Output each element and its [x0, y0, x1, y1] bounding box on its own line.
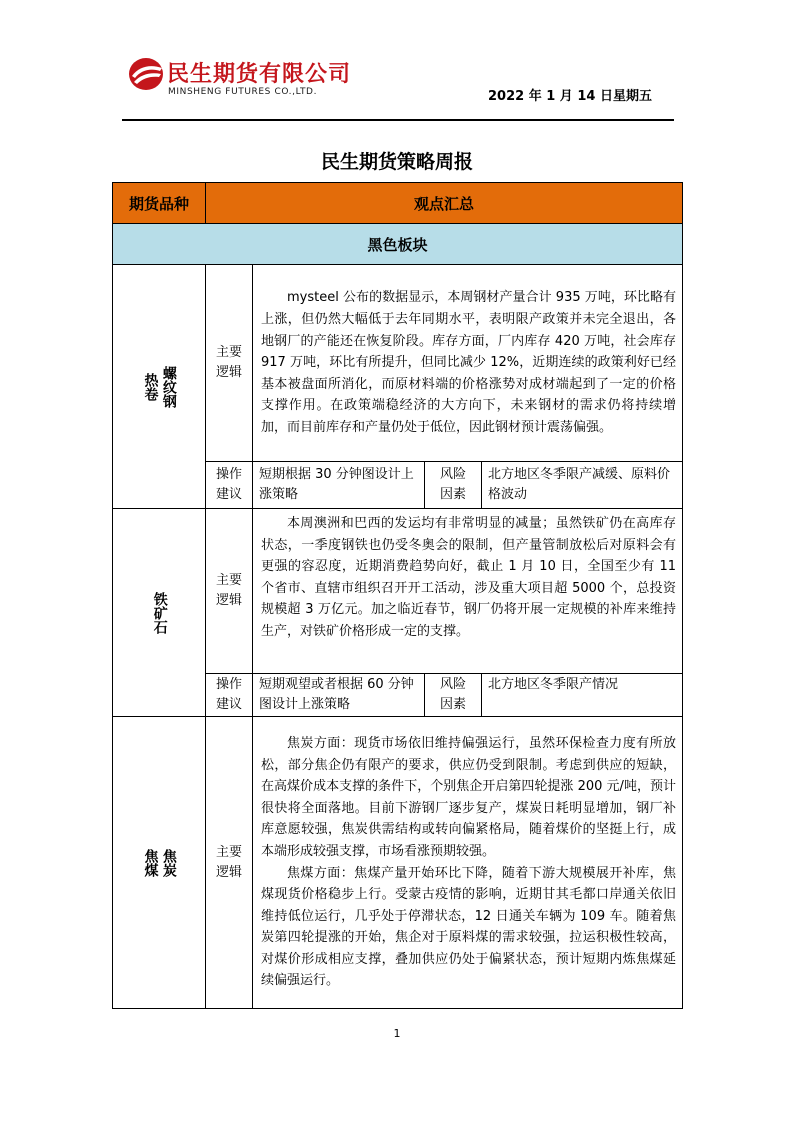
section-title: 黑色板块 — [113, 224, 683, 265]
risk-label: 风险因素 — [425, 674, 482, 717]
risk-label: 风险因素 — [425, 462, 482, 509]
logic-label: 主要逻辑 — [206, 509, 253, 674]
operation-text: 短期观望或者根据 60 分钟图设计上涨策略 — [253, 674, 425, 717]
report-title: 民生期货策略周报 — [320, 151, 473, 173]
table-row — [113, 717, 683, 1009]
variety-label: 热卷 — [142, 372, 159, 401]
column-header-variety: 期货品种 — [113, 183, 206, 224]
table-row — [113, 509, 683, 674]
logic-text: 本周澳洲和巴西的发运均有非常明显的减量；虽然铁矿仍在高库存状态，一季度钢铁也仍受冬奥会的限制，但产量管制放松后对原料会有更强的容忍度，近期消费趋势向好，截止 1 月 10 日，全国至少有 11 个省市、直辖市组织召开开工活动，涉及重大项目超 5000 个，总投资规模超 3 万亿元。加之临近春节，钢厂仍将开展一定规模的补库来维持生产，对铁矿价格形成一定的支撑。 — [253, 509, 683, 674]
variety-cell — [113, 717, 206, 1009]
variety-cell — [113, 265, 206, 509]
variety-label: 焦炭 — [160, 848, 177, 877]
variety-label: 铁矿石 — [151, 591, 168, 634]
operation-label: 操作建议 — [206, 462, 253, 509]
table-header-row — [113, 183, 683, 224]
strategy-table — [112, 182, 683, 1009]
risk-text: 北方地区冬季限产情况 — [482, 674, 683, 717]
variety-label: 焦煤 — [142, 848, 159, 877]
logic-label: 主要逻辑 — [206, 265, 253, 462]
table-row — [113, 265, 683, 462]
minsheng-logo-icon — [127, 56, 165, 92]
logic-text: mysteel 公布的数据显示，本周钢材产量合计 935 万吨，环比略有上涨，但仍然大幅低于去年同期水平，表明限产政策并未完全退出，各地钢厂的产能还在恢复阶段。库存方面，厂内库存 420 万吨，社会库存 917 万吨，环比有所提升，但同比减少 12%，近期连续的政策利好已经基本被盘面所消化，而原材料端的价格涨势对成材端起到了一定的价格支撑作用。在政策端稳经济的大方向下，未来钢材的需求仍将持续增加，而目前库存和产量仍处于低位，因此钢材预计震荡偏强。 — [253, 265, 683, 462]
logic-label: 主要逻辑 — [206, 717, 253, 1009]
operation-label: 操作建议 — [206, 674, 253, 717]
risk-text: 北方地区冬季限产减缓、原料价格波动 — [482, 462, 683, 509]
company-name-en: MINSHENG FUTURES CO.,LTD. — [168, 87, 318, 97]
section-row — [113, 224, 683, 265]
report-date: 2022 年 1 月 14 日星期五 — [488, 89, 652, 104]
operation-text: 短期根据 30 分钟图设计上涨策略 — [253, 462, 425, 509]
column-header-summary: 观点汇总 — [206, 183, 683, 224]
logic-text: 焦炭方面：现货市场依旧维持偏强运行，虽然环保检查力度有所放松，部分焦企仍有限产的要求，供应仍受到限制。考虑到供应的短缺，在高煤价成本支撑的条件下，个别焦企开启第四轮提涨 200 元/吨，预计很快将全面落地。目前下游钢厂逐步复产，煤炭日耗明显增加，钢厂补库意愿较强，焦炭供需结构或转向偏紧格局，随着煤价的坚挺上行，成本端形成较强支撑，市场看涨预期较强。 焦煤方面：焦煤产量开始环比下降，随着下游大规模展开补库，焦煤现货价格稳步上行。受蒙古疫情的影响，近期甘其毛都口岸通关依旧维持低位运行，几乎处于停滞状态，12 日通关车辆为 109 车。随着焦炭第四轮提涨的开始，焦企对于原料煤的需求较强，拉运积极性较高，对煤价形成相应支撑，叠加供应仍处于偏紧状态，预计短期内炼焦煤延续偏强运行。 — [253, 717, 683, 1009]
company-name-cn: 民生期货有限公司 — [167, 62, 352, 87]
variety-label: 螺纹钢 — [160, 365, 177, 408]
variety-cell — [113, 509, 206, 717]
page-number: 1 — [393, 1027, 401, 1040]
company-logo — [127, 56, 367, 102]
header-divider — [122, 119, 674, 121]
